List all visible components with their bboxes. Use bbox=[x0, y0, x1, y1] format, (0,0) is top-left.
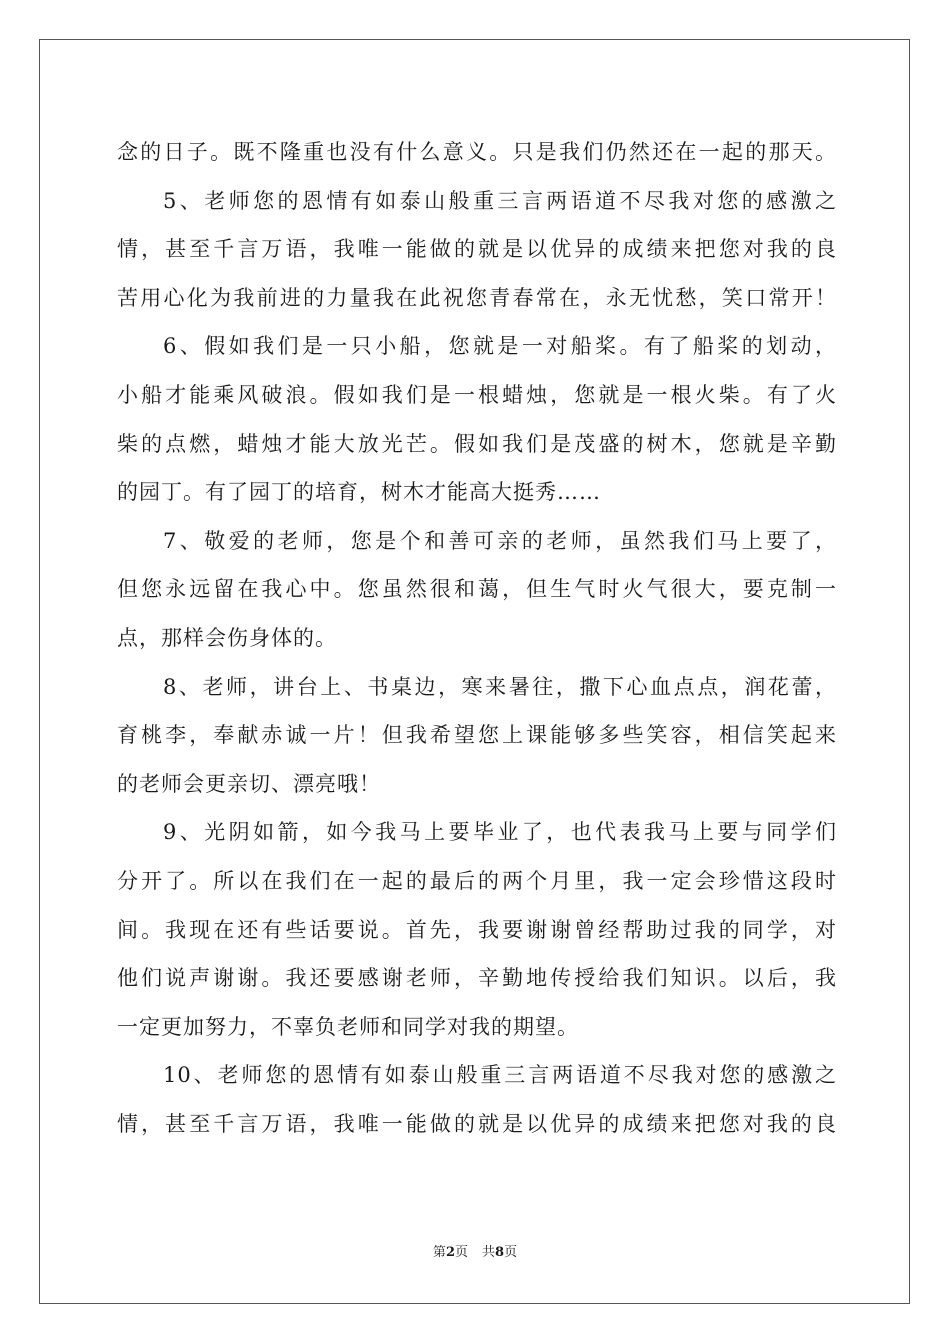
text-line: 他们说声谢谢。我还要感谢老师，辛勤地传授给我们知识。以后，我 bbox=[117, 966, 837, 991]
text-line: 8、老师，讲台上、书桌边，寒来暑往，撒下心血点点，润花蕾， bbox=[163, 674, 837, 699]
text-line: 情，甚至千言万语，我唯一能做的就是以优异的成绩来把您对我的良 bbox=[117, 1111, 837, 1136]
text-line: 7、敬爱的老师，您是个和善可亲的老师，虽然我们马上要了， bbox=[163, 528, 837, 553]
text-line: 念的日子。既不隆重也没有什么意义。只是我们仍然还在一起的那天。 bbox=[117, 140, 837, 164]
footer-total-prefix: 共 bbox=[482, 1245, 496, 1260]
footer-total-number: 8 bbox=[495, 1245, 505, 1260]
text-line: 一定更加努力，不辜负老师和同学对我的期望。 bbox=[117, 1014, 579, 1039]
footer-page-prefix: 第 bbox=[432, 1245, 446, 1260]
text-line: 10、老师您的恩情有如泰山般重三言两语道不尽我对您的感激之 bbox=[163, 1063, 837, 1088]
text-line: 育桃李，奉献赤诚一片！但我希望您上课能够多些笑容，相信笑起来 bbox=[117, 723, 837, 748]
text-line: 苦用心化为我前进的力量我在此祝您青春常在，永无忧愁，笑口常开！ bbox=[117, 285, 837, 310]
text-line: 5、老师您的恩情有如泰山般重三言两语道不尽我对您的感激之 bbox=[163, 188, 837, 213]
page-footer bbox=[0, 1243, 950, 1263]
text-line: 分开了。所以在我们在一起的最后的两个月里，我一定会珍惜这段时 bbox=[117, 868, 837, 893]
text-line: 小船才能乘风破浪。假如我们是一根蜡烛，您就是一根火柴。有了火 bbox=[117, 382, 837, 407]
footer-total-suffix: 页 bbox=[504, 1245, 518, 1260]
text-line: 情，甚至千言万语，我唯一能做的就是以优异的成绩来把您对我的良 bbox=[117, 237, 837, 262]
text-line: 柴的点燃，蜡烛才能大放光芒。假如我们是茂盛的树木，您就是辛勤 bbox=[117, 431, 837, 456]
text-line: 的老师会更亲切、漂亮哦！ bbox=[117, 771, 381, 796]
text-line: 的园丁。有了园丁的培育，树木才能高大挺秀…… bbox=[117, 480, 601, 505]
footer-page-suffix: 页 bbox=[454, 1245, 468, 1260]
text-line: 但您永远留在我心中。您虽然很和蔼，但生气时火气很大，要克制一 bbox=[117, 577, 837, 602]
footer-page-number: 2 bbox=[445, 1245, 455, 1260]
text-line: 点，那样会伤身体的。 bbox=[117, 625, 337, 650]
text-line: 间。我现在还有些话要说。首先，我要谢谢曾经帮助过我的同学，对 bbox=[117, 917, 837, 942]
text-line: 9、光阴如箭，如今我马上要毕业了，也代表我马上要与同学们 bbox=[163, 820, 837, 845]
text-line: 6、假如我们是一只小船，您就是一对船桨。有了船桨的划动， bbox=[163, 334, 837, 359]
document-body bbox=[117, 128, 837, 1148]
